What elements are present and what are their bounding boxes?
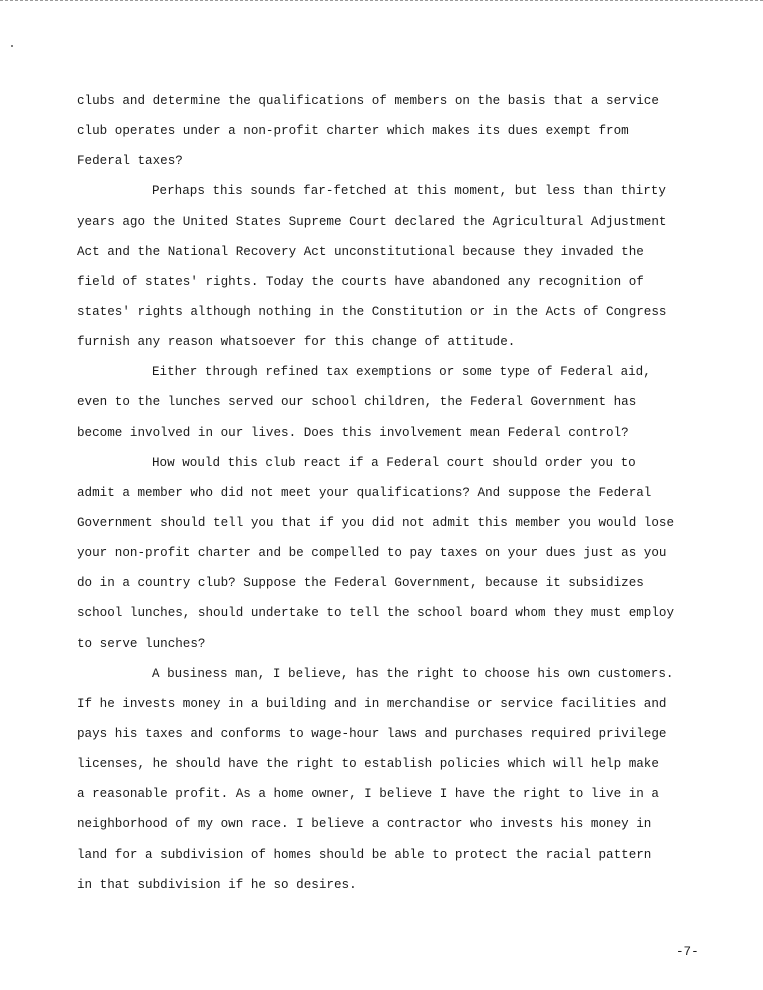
- text-line: states' rights although nothing in the Constitution or in the Acts of Congress: [77, 304, 667, 319]
- text-line: furnish any reason whatsoever for this change of attitude.: [77, 335, 516, 350]
- text-line: become involved in our lives. Does this involvement mean Federal control?: [77, 425, 629, 440]
- text-line: school lunches, should undertake to tell the school board whom they must employ: [77, 606, 675, 621]
- text-line: to serve lunches?: [77, 636, 206, 651]
- text-line: Act and the National Recovery Act unconstitutional because they invaded the: [77, 244, 644, 259]
- text-line: do in a country club? Suppose the Federal Government, because it subsidizes: [77, 576, 644, 591]
- text-line: admit a member who did not meet your qualifications? And suppose the Federal: [77, 485, 652, 500]
- text-line: your non-profit charter and be compelled to pay taxes on your dues just as you: [77, 546, 667, 561]
- document-body: [77, 86, 677, 900]
- paragraph-start-line: A business man, I believe, has the right to choose his own customers.: [152, 666, 674, 681]
- paragraph-start-line: Perhaps this sounds far-fetched at this moment, but less than thirty: [152, 184, 666, 199]
- paragraph-start-line: How would this club react if a Federal court should order you to: [152, 455, 636, 470]
- text-line: even to the lunches served our school children, the Federal Government has: [77, 395, 637, 410]
- text-line: pays his taxes and conforms to wage-hour laws and purchases required privilege: [77, 726, 667, 741]
- text-line: licenses, he should have the right to establish policies which will help make: [77, 757, 659, 772]
- text-line: in that subdivision if he so desires.: [77, 877, 357, 892]
- text-line: Federal taxes?: [77, 154, 183, 169]
- text-line: Government should tell you that if you did not admit this member you would lose: [77, 515, 675, 530]
- paragraph-start-line: Either through refined tax exemptions or some type of Federal aid,: [152, 365, 651, 380]
- text-line: club operates under a non-profit charter which makes its dues exempt from: [77, 124, 629, 139]
- text-line: land for a subdivision of homes should be able to protect the racial pattern: [77, 847, 652, 862]
- text-line: a reasonable profit. As a home owner, I believe I have the right to live in a: [77, 787, 659, 802]
- text-line: neighborhood of my own race. I believe a contractor who invests his money in: [77, 817, 652, 832]
- text-line: clubs and determine the qualifications of members on the basis that a service: [77, 94, 659, 108]
- text-line: field of states' rights. Today the courts have abandoned any recognition of: [77, 274, 644, 289]
- scan-speck: [11, 45, 13, 47]
- page-top-border: [0, 0, 763, 1]
- text-line: If he invests money in a building and in merchandise or service facilities and: [77, 696, 667, 711]
- text-line: years ago the United States Supreme Court declared the Agricultural Adjustment: [77, 214, 667, 229]
- page-number: -7-: [676, 945, 699, 959]
